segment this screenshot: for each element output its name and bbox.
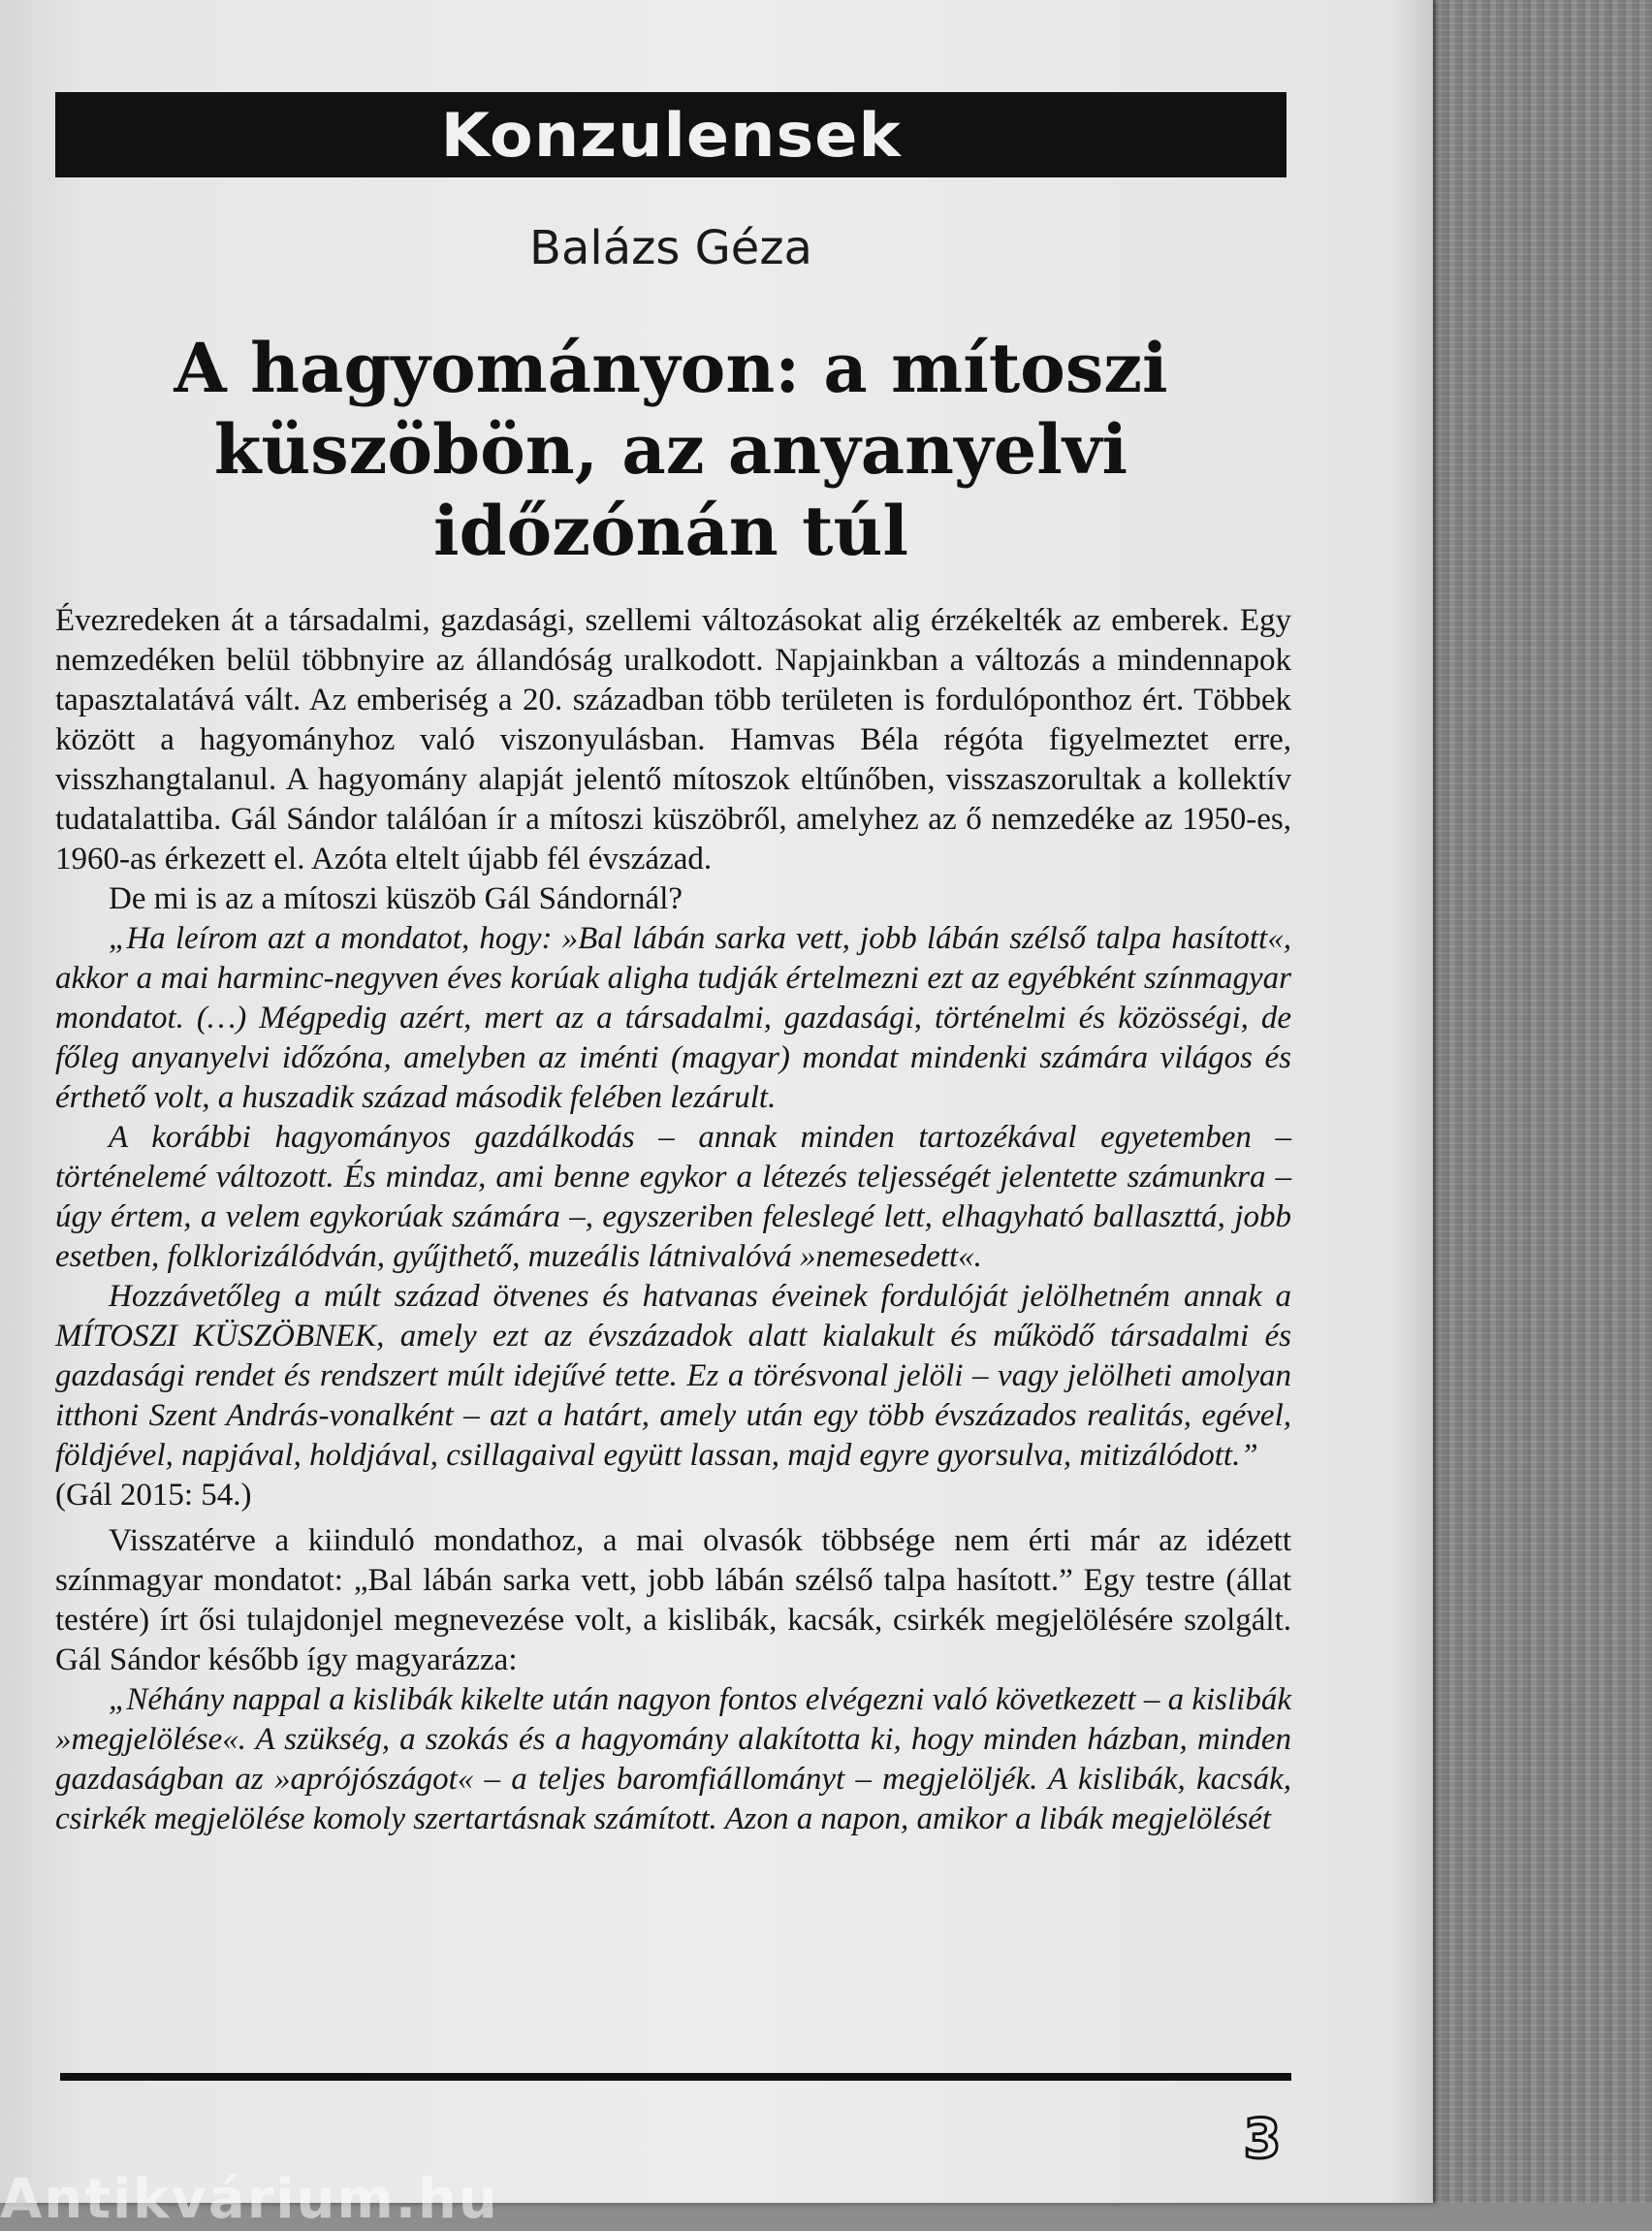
background-surface: [1433, 0, 1652, 2203]
section-banner: [55, 92, 1287, 177]
quote-paragraph: Hozzávetőleg a múlt század ötvenes és hatvanas éveinek fordulóját jelölhetném annak a MÍTOSZI KÜSZÖBNEK, amely ezt az évszázadok alatt kialakult és működő társadalmi és gazdasági rendet és rendszert múlt idejűvé tette. Ez a törésvonal jelöli – vagy jelölheti amolyan itthoni Szent András-vonalként – azt a határt, amely után egy több évszázados realitás, egével, földjével, napjával, holdjával, csillagaival együtt lassan, majd egyre gyorsulva, mitizálódott.”: [55, 1279, 1291, 1473]
bottom-rule: [60, 2073, 1291, 2081]
title-line: A hagyományon: a mítoszi: [174, 328, 1168, 408]
paragraph: De mi is az a mítoszi küszöb Gál Sándornál?: [109, 881, 683, 916]
title-line: időzónán túl: [433, 491, 908, 571]
page-number-mark: 3: [1243, 2107, 1282, 2171]
quote-paragraph: „Néhány nappal a kislibák kikelte után nagyon fontos elvégezni való következett – a kislibák »megjelölése«. A szükség, a szokás és a hagyomány alakította ki, hogy minden házban, minden gazdaságban az »aprójószágot« – a teljes baromfiállományt – megjelöljék. A kislibák, kacsák, csirkék megjelölése komoly szertartásnak számított. Azon a napon, amikor a libák megjelölését: [55, 1682, 1291, 1836]
watermark: Antikvárium.hu: [0, 2168, 499, 2231]
quote-paragraph: A korábbi hagyományos gazdálkodás – annak minden tartozékával egyetemben – történelemé változott. És mindaz, ami benne egykor a létezés teljességét jelentette számunkra – úgy értem, a velem egykorúak számára –, egyszeriben feleslegé lett, elhagyható ballaszttá, jobb esetben, folklorizálódván, gyűjthető, muzeális látnivalóvá »nemesedett«.: [55, 1120, 1291, 1274]
article-title: [55, 328, 1287, 572]
paragraph: Visszatérve a kiinduló mondathoz, a mai olvasók többsége nem érti már az idézett színmagyar mondatot: „Bal lábán sarka vett, jobb lábán szélső talpa hasított.” Egy testre (állat testére) írt ősi tulajdonjel megnevezése volt, a kislibák, kacsák, csirkék megjelölésére szolgált. Gál Sándor később így magyarázza:: [55, 1523, 1291, 1677]
article-body: [55, 601, 1291, 1839]
paragraph: Évezredeken át a társadalmi, gazdasági, szellemi változásokat alig érzékelték az emberek. Egy nemzedéken belül többnyire az állandóság uralkodott. Napjainkban a változás a mindennapok tapasztalatává vált. Az emberiség a 20. században több területen is fordulóponthoz ért. Többek között a hagyományhoz való viszonyulásban. Hamvas Béla régóta figyelmeztet erre, visszhangtalanul. A hagyomány alapját jelentő mítoszok eltűnőben, visszaszorultak a kollektív tudatalattiba. Gál Sándor találóan ír a mítoszi küszöbről, amelyhez az ő nemzedéke az 1950-es, 1960-as érkezett el. Azóta eltelt újabb fél évszázad.: [55, 603, 1291, 876]
author-name: Balázs Géza: [529, 221, 812, 275]
citation: (Gál 2015: 54.): [55, 1478, 252, 1513]
quote-paragraph: „Ha leírom azt a mondatot, hogy: »Bal lábán sarka vett, jobb lábán szélső talpa hasított«, akkor a mai harminc-negyven éves korúak aligha tudják értelmezni ezt az egyébként színmagyar mondatot. (…) Mégpedig azért, mert az a társadalmi, gazdasági, történelmi és közösségi, de főleg anyanyelvi időzóna, amelyben az iménti (magyar) mondat mindenki számára világos és érthető volt, a huszadik század második felében lezárult.: [55, 921, 1291, 1115]
section-title: Konzulensek: [440, 99, 902, 171]
title-line: küszöbön, az anyanyelvi: [213, 409, 1128, 490]
